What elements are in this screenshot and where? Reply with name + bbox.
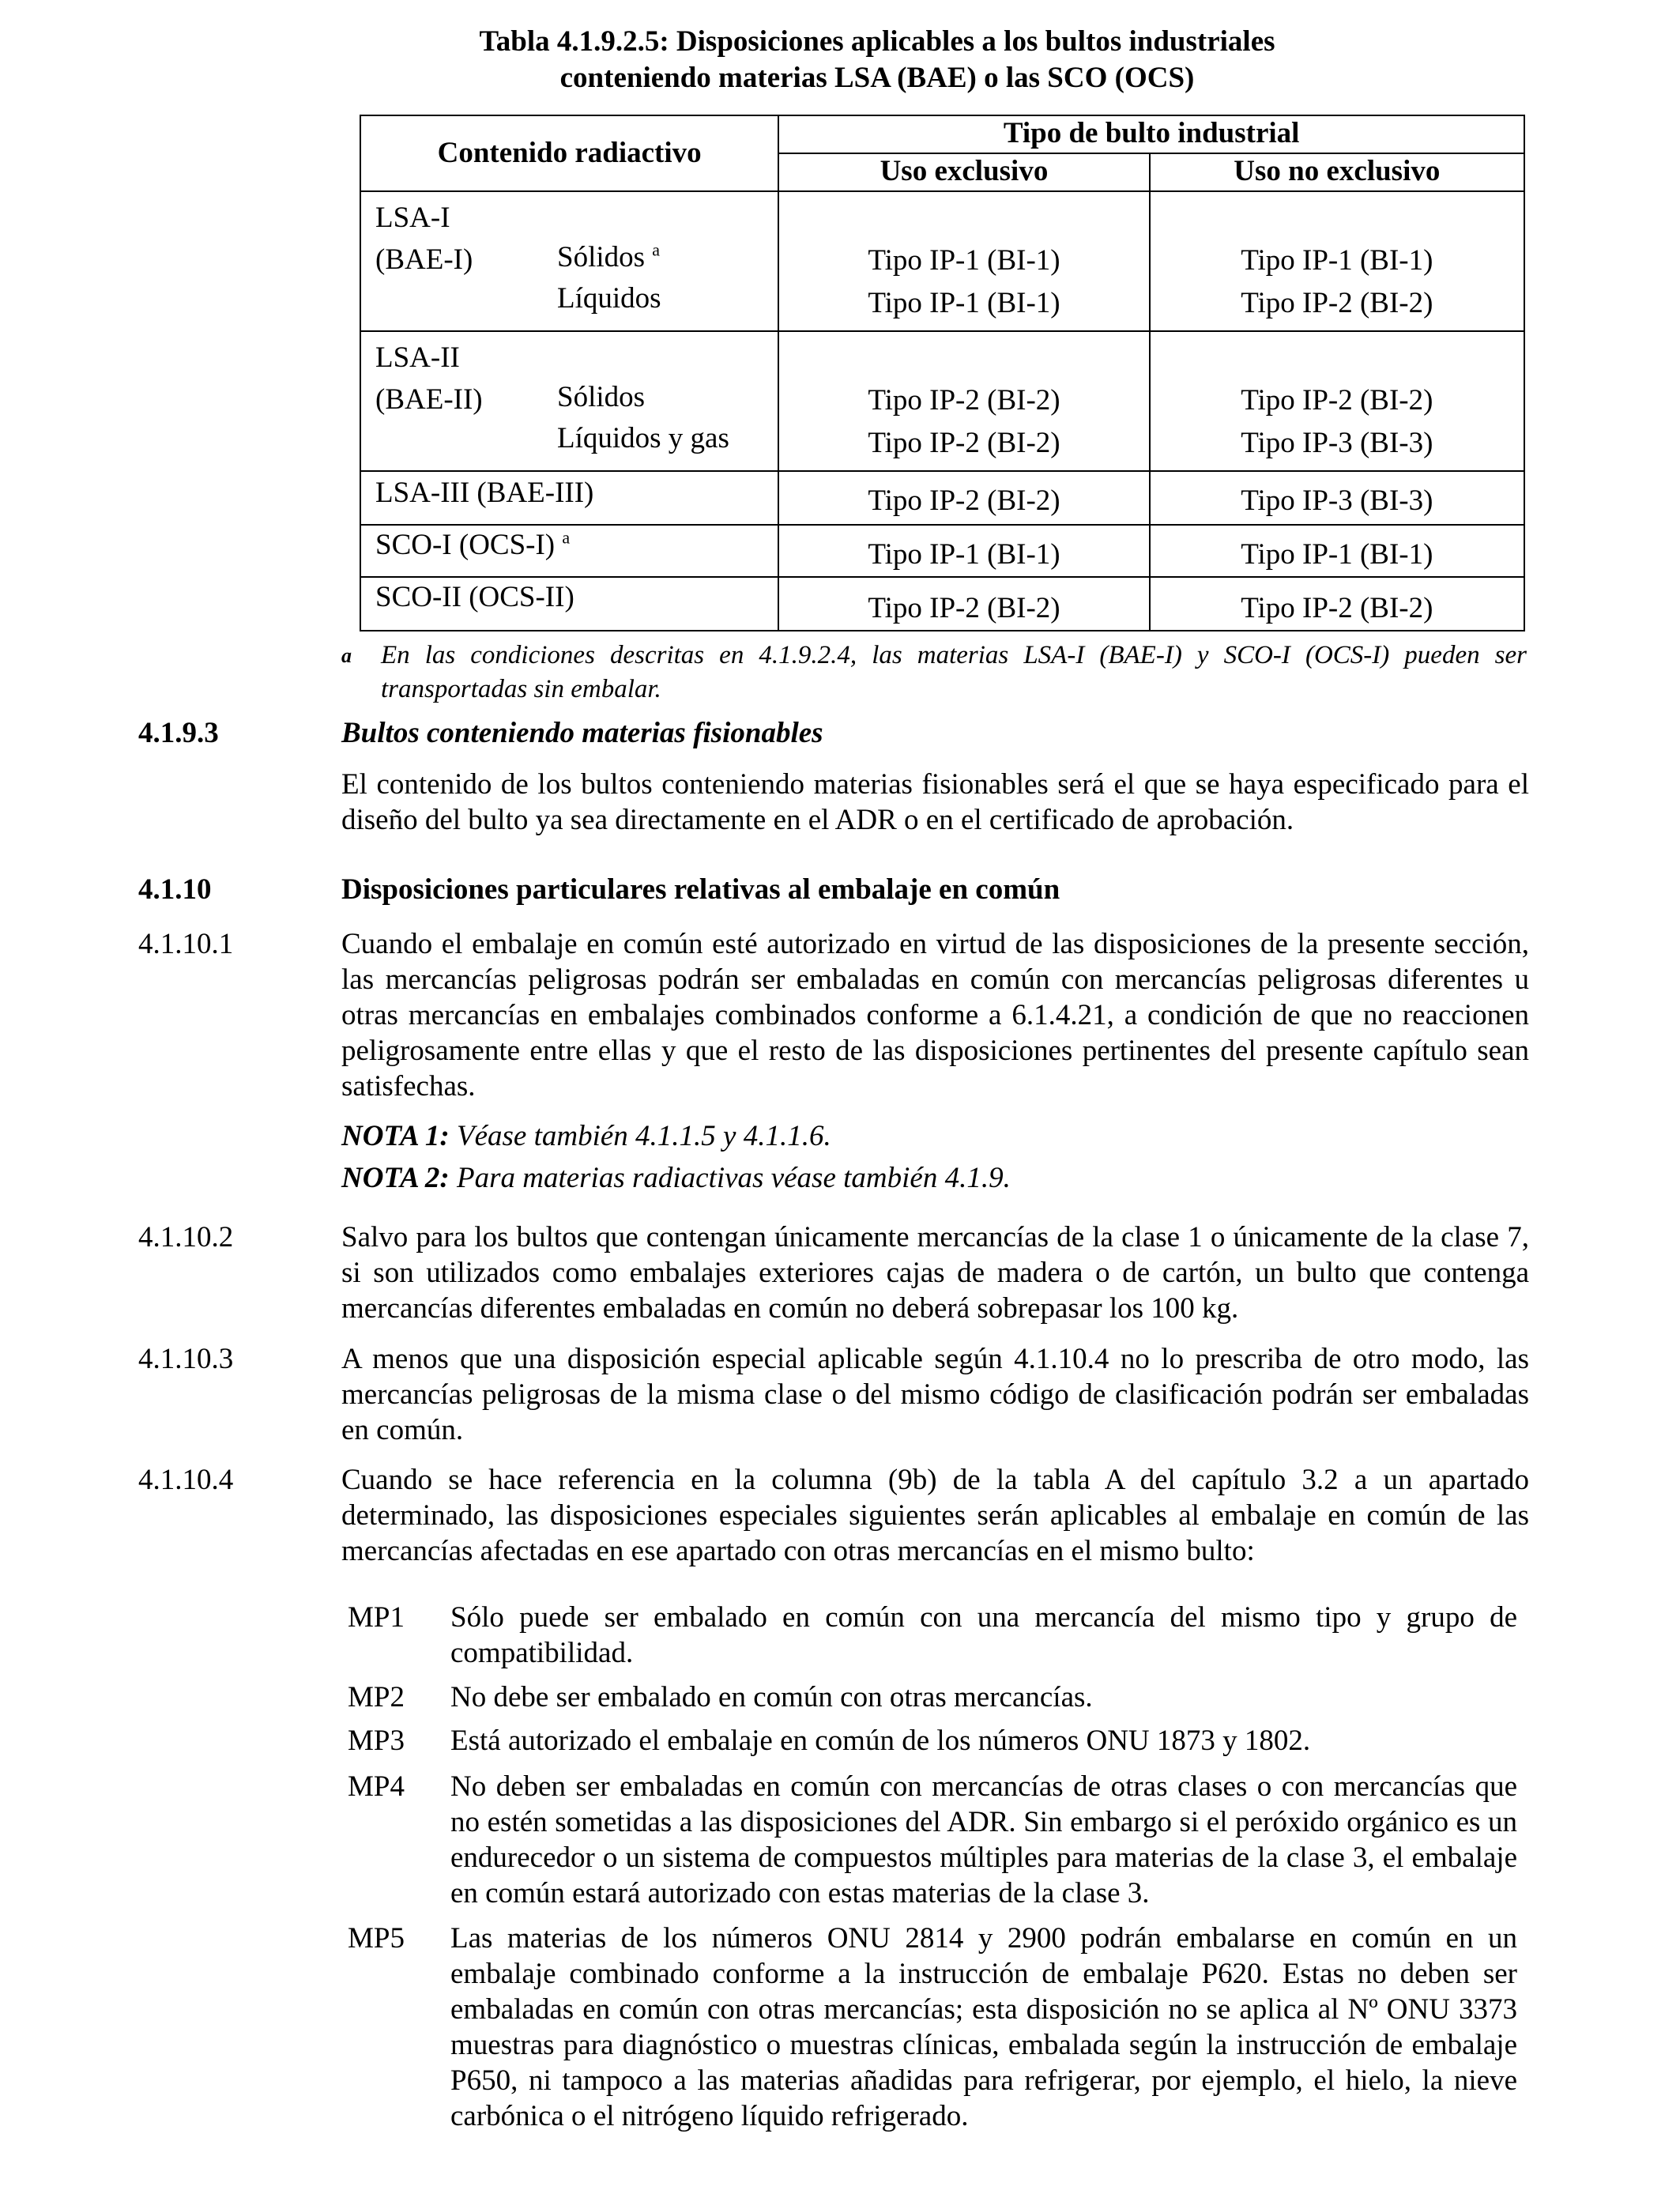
mp-code: MP1: [348, 1601, 405, 1634]
row-sub-2: Líquidos y gas: [557, 422, 729, 454]
row-nonexclusive-1: Tipo IP-1 (BI-1): [1241, 244, 1433, 277]
footnote-mark: a: [652, 239, 661, 260]
table-caption-line-1: Tabla 4.1.9.2.5: Disposiciones aplicables a los bultos industriales: [479, 25, 1275, 58]
mp-item: [348, 1679, 1517, 1715]
mp-item: [348, 1723, 1517, 1759]
section-4-1-10-3: [138, 1341, 1529, 1448]
table-caption-line-2: conteniendo materias LSA (BAE) o las SCO (OCS): [559, 62, 1195, 94]
row-nonexclusive-2: Tipo IP-3 (BI-3): [1241, 427, 1433, 459]
section-4-1-10: [138, 872, 1529, 907]
row-name: SCO-II (OCS-II): [375, 581, 574, 613]
row-name-line-1: LSA-II: [375, 341, 460, 374]
header-contenido: Contenido radiactivo: [360, 115, 778, 191]
row-exclusive-cell: [778, 331, 1149, 471]
section-text: Cuando se hace referencia en la columna (9b) de la tabla A del capítulo 3.2 a un apartado determinado, las disposiciones especiales siguientes serán aplicables al embalaje en común de las mercancías afectadas en ese apartado con otras mercancías en el mismo bulto:: [341, 1464, 1529, 1567]
row-exclusive-1: Tipo IP-2 (BI-2): [868, 384, 1060, 417]
nota-2: NOTA 2: Para materias radiactivas véase también 4.1.9.: [341, 1162, 1011, 1194]
row-exclusive-cell: [778, 471, 1149, 525]
header-uso-no-exclusivo: Uso no exclusivo: [1150, 153, 1524, 191]
mp-code: MP3: [348, 1725, 405, 1757]
row-exclusive-1: Tipo IP-1 (BI-1): [868, 244, 1060, 277]
row-nonexclusive-cell: [1150, 471, 1524, 525]
section-number: 4.1.10.2: [138, 1221, 234, 1253]
mp-text: No debe ser embalado en común con otras mercancías.: [450, 1681, 1093, 1713]
row-exclusive-cell: [778, 525, 1149, 577]
header-uso-exclusivo: Uso exclusivo: [778, 153, 1149, 191]
row-content-cell: [360, 577, 778, 631]
mp-text: Las materias de los números ONU 2814 y 2900 podrán embalarse en común en un embalaje combinado conforme a la instrucción de embalaje P620. Estas no deben ser embaladas en común con otras mercancías; esta disposición no se aplica al Nº ONU 3373 muestras para diagnóstico o muestras clínicas, embalada según la instrucción de embalaje P650, ni tampoco a las materias añadidas para refrigerar, por ejemplo, el hielo, la nieve carbónica o el nitrógeno líquido refrigerado.: [450, 1922, 1517, 2132]
row-nonexclusive: Tipo IP-3 (BI-3): [1241, 484, 1433, 517]
row-exclusive-2: Tipo IP-2 (BI-2): [868, 427, 1060, 459]
radioactive-packages-table: [360, 115, 1525, 631]
section-4-1-10-4: [138, 1462, 1529, 1569]
row-nonexclusive: Tipo IP-1 (BI-1): [1241, 538, 1433, 571]
row-exclusive: Tipo IP-2 (BI-2): [868, 592, 1060, 624]
mp-code: MP4: [348, 1770, 405, 1803]
mp-code: MP5: [348, 1922, 405, 1955]
row-exclusive: Tipo IP-1 (BI-1): [868, 538, 1060, 571]
row-exclusive-cell: [778, 577, 1149, 631]
mp-text: No deben ser embaladas en común con mercancías de otras clases o con mercancías que no estén sometidas a las disposiciones del ADR. Sin embargo si el peróxido orgánico es un endurecedor o un sistema de compuestos múltiples para materias de la clase 3, el embalaje en común estará autorizado con estas materias de la clase 3.: [450, 1770, 1517, 1909]
section-title: Bultos conteniendo materias fisionables: [341, 717, 823, 749]
row-nonexclusive-cell: [1150, 577, 1524, 631]
row-nonexclusive-1: Tipo IP-2 (BI-2): [1241, 384, 1433, 417]
section-text: Cuando el embalaje en común esté autorizado en virtud de las disposiciones de la presente sección, las mercancías peligrosas podrán ser embaladas en común con mercancías peligrosas diferentes u otras mercancías en embalajes combinados conforme a 6.1.4.21, a condición de que no reaccionen peligrosamente entre ellas y que el resto de las disposiciones pertinentes del presente capítulo sean satisfechas.: [341, 928, 1529, 1103]
row-sub-1: Sólidos: [557, 381, 646, 413]
table-row: [360, 471, 1524, 525]
row-exclusive-2: Tipo IP-1 (BI-1): [868, 287, 1060, 319]
row-nonexclusive-cell: [1150, 191, 1524, 331]
section-number: 4.1.10.3: [138, 1343, 234, 1375]
footnote-mark: a: [562, 527, 571, 548]
mp-item: [348, 1769, 1517, 1911]
row-content-cell: [360, 525, 778, 577]
row-content-cell: [360, 471, 778, 525]
row-sub-2: Líquidos: [557, 282, 661, 315]
mp-code: MP2: [348, 1681, 405, 1713]
section-number: 4.1.10.4: [138, 1464, 234, 1496]
footnote-text: En las condiciones descritas en 4.1.9.2.4, las materias LSA-I (BAE-I) y SCO-I (OCS-I) pueden ser transportadas sin embalar.: [381, 641, 1527, 703]
row-name: SCO-I (OCS-I) $^a$: [375, 527, 571, 561]
row-nonexclusive-cell: [1150, 331, 1524, 471]
row-nonexclusive: Tipo IP-2 (BI-2): [1241, 592, 1433, 624]
table-row: [360, 331, 1524, 471]
section-text: A menos que una disposición especial aplicable según 4.1.10.4 no lo prescriba de otro modo, las mercancías peligrosas de la misma clase o del mismo código de clasificación podrán ser embaladas en común.: [341, 1343, 1529, 1446]
row-content-cell: [360, 191, 778, 331]
section-number: 4.1.10.1: [138, 928, 234, 960]
mp-text: Sólo puede ser embalado en común con una mercancía del mismo tipo y grupo de compatibilidad.: [450, 1601, 1517, 1669]
mp-item: [348, 1600, 1517, 1671]
section-4-1-9-3: [138, 715, 1529, 838]
section-text: Salvo para los bultos que contengan únicamente mercancías de la clase 1 o únicamente de la clase 7, si son utilizados como embalajes exteriores cajas de madera o de cartón, un bulto que contenga mercancías diferentes embaladas en común no deberá sobrepasar los 100 kg.: [341, 1221, 1529, 1325]
row-content-cell: [360, 331, 778, 471]
table-row: [360, 525, 1524, 577]
footnote-mark: a: [341, 644, 352, 667]
table-footnote: [341, 639, 1527, 707]
row-name-line-2: (BAE-I): [375, 243, 473, 276]
row-name: LSA-III (BAE-III): [375, 477, 594, 509]
section-text: El contenido de los bultos conteniendo materias fisionables será el que se haya especificado para el diseño del bulto ya sea directamente en el ADR o en el certificado de aprobación.: [341, 768, 1529, 836]
table-caption: [363, 24, 1391, 96]
table-row: [360, 577, 1524, 631]
row-exclusive-cell: [778, 191, 1149, 331]
section-number: 4.1.10: [138, 873, 212, 906]
row-sub-1: Sólidos $^a$: [557, 239, 661, 273]
section-number: 4.1.9.3: [138, 717, 219, 749]
header-tipo-bulto: Tipo de bulto industrial: [778, 115, 1524, 153]
nota-1: NOTA 1: Véase también 4.1.1.5 y 4.1.1.6.: [341, 1120, 831, 1152]
row-nonexclusive-cell: [1150, 525, 1524, 577]
mp-text: Está autorizado el embalaje en común de los números ONU 1873 y 1802.: [450, 1725, 1311, 1757]
section-4-1-10-1: [138, 926, 1529, 1196]
row-exclusive: Tipo IP-2 (BI-2): [868, 484, 1060, 517]
section-4-1-10-2: [138, 1220, 1529, 1326]
row-name-line-1: LSA-I: [375, 202, 450, 234]
mp-item: [348, 1921, 1517, 2134]
row-name-line-2: (BAE-II): [375, 383, 483, 416]
section-title: Disposiciones particulares relativas al embalaje en común: [341, 873, 1060, 906]
row-nonexclusive-2: Tipo IP-2 (BI-2): [1241, 287, 1433, 319]
table-row: [360, 191, 1524, 331]
